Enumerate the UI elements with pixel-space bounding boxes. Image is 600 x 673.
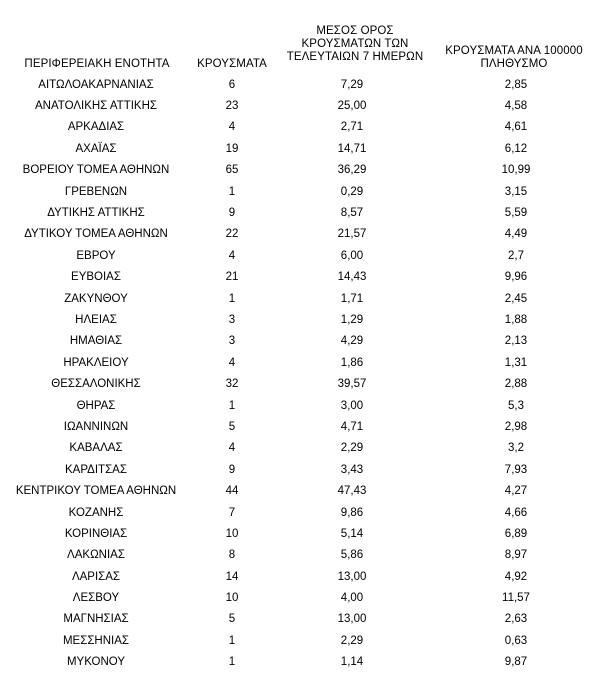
cell-cases-per-100k: 2,7 (508, 249, 524, 262)
cell-cases: 5 (228, 420, 236, 433)
table-row (0, 245, 600, 266)
table-row (0, 309, 600, 330)
cell-region: ΙΩΑΝΝΙΝΩΝ (63, 420, 129, 433)
cell-cases-per-100k: 3,2 (508, 442, 524, 455)
cell-region: ΒΟΡΕΙΟΥ ΤΟΜΕΑ ΑΘΗΝΩΝ (22, 164, 170, 177)
cell-region: ΚΕΝΤΡΙΚΟΥ ΤΟΜΕΑ ΑΘΗΝΩΝ (15, 485, 177, 498)
cell-cases: 65 (225, 164, 239, 177)
cell-cases-per-100k: 2,88 (504, 378, 528, 391)
cell-cases-per-100k: 4,92 (504, 570, 528, 583)
cell-cases: 23 (225, 100, 239, 113)
cell-cases-per-100k: 4,66 (504, 506, 528, 519)
cell-cases: 4 (228, 356, 236, 369)
cell-cases: 10 (225, 527, 239, 540)
cell-seven-day-average: 4,71 (340, 420, 364, 433)
cell-cases-per-100k: 4,49 (504, 228, 528, 241)
cell-seven-day-average: 0,29 (340, 185, 364, 198)
header-cases-label: ΚΡΟΥΣΜΑΤΑ (197, 58, 267, 70)
cell-cases-per-100k: 10,99 (501, 164, 531, 177)
header-avg-line2: ΚΡΟΥΣΜΑΤΩΝ ΤΩΝ (301, 38, 409, 50)
cell-cases: 9 (228, 207, 236, 220)
cell-cases-per-100k: 7,93 (504, 463, 528, 476)
cell-region: ΔΥΤΙΚΟΥ ΤΟΜΕΑ ΑΘΗΝΩΝ (24, 228, 168, 241)
cell-cases: 4 (228, 442, 236, 455)
cell-cases-per-100k: 2,45 (504, 292, 528, 305)
table-row (0, 267, 600, 288)
cell-cases-per-100k: 4,27 (504, 485, 528, 498)
table-row (0, 74, 600, 95)
cell-cases: 32 (225, 378, 239, 391)
header-avg-line3: ΤΕΛΕΥΤΑΙΩΝ 7 ΗΜΕΡΩΝ (286, 51, 424, 63)
table-row (0, 288, 600, 309)
header-region (2, 58, 192, 71)
cell-cases-per-100k: 5,3 (508, 399, 524, 412)
cell-cases: 9 (228, 463, 236, 476)
cell-seven-day-average: 2,29 (340, 442, 364, 455)
cell-cases: 1 (228, 656, 236, 669)
table-row (0, 609, 600, 630)
cell-seven-day-average: 8,57 (340, 207, 364, 220)
cell-cases-per-100k: 4,58 (504, 100, 528, 113)
cell-region: ΕΒΡΟΥ (76, 249, 116, 262)
cell-cases-per-100k: 8,97 (504, 549, 528, 562)
cases-table-body (0, 74, 600, 673)
table-row (0, 331, 600, 352)
cell-seven-day-average: 21,57 (337, 228, 367, 241)
table-row (0, 138, 600, 159)
cell-seven-day-average: 2,71 (340, 121, 364, 134)
table-row (0, 160, 600, 181)
cell-region: ΖΑΚΥΝΘΟΥ (64, 292, 128, 305)
cell-region: ΜΥΚΟΝΟΥ (66, 656, 126, 669)
table-row (0, 352, 600, 373)
cell-region: ΑΧΑΪΑΣ (75, 142, 117, 155)
header-seven-day-average (278, 25, 432, 64)
table-row (0, 587, 600, 608)
cell-region: ΘΗΡΑΣ (76, 399, 116, 412)
cell-region: ΗΡΑΚΛΕΙΟΥ (63, 356, 129, 369)
cell-seven-day-average: 4,00 (340, 592, 364, 605)
table-row (0, 95, 600, 116)
cell-cases-per-100k: 6,89 (504, 527, 528, 540)
table-row (0, 416, 600, 437)
cell-cases-per-100k: 4,61 (504, 121, 528, 134)
header-per-line1: ΚΡΟΥΣΜΑΤΑ ΑΝΑ 100000 (445, 45, 583, 57)
table-row (0, 395, 600, 416)
table-row (0, 566, 600, 587)
cell-seven-day-average: 9,86 (340, 506, 364, 519)
cell-cases: 4 (228, 249, 236, 262)
table-row (0, 545, 600, 566)
header-per-line2: ΠΛΗΘΥΣΜΟ (480, 58, 548, 70)
cell-cases: 21 (225, 271, 239, 284)
cell-region: ΜΑΓΝΗΣΙΑΣ (63, 613, 129, 626)
table-row (0, 630, 600, 651)
cell-region: ΗΛΕΙΑΣ (75, 313, 117, 326)
header-cases-per-100k (432, 45, 596, 71)
cell-cases-per-100k: 11,57 (502, 592, 530, 605)
cell-cases: 5 (228, 613, 236, 626)
table-row (0, 502, 600, 523)
cell-cases: 6 (228, 78, 236, 91)
cell-cases-per-100k: 2,63 (504, 613, 528, 626)
cell-seven-day-average: 36,29 (337, 164, 367, 177)
table-row (0, 523, 600, 544)
cell-cases: 4 (228, 121, 236, 134)
cell-seven-day-average: 39,57 (337, 378, 367, 391)
cell-region: ΓΡΕΒΕΝΩΝ (64, 185, 128, 198)
table-row (0, 373, 600, 394)
table-row (0, 652, 600, 673)
cell-seven-day-average: 5,86 (340, 549, 364, 562)
table-row (0, 459, 600, 480)
cell-seven-day-average: 14,43 (337, 271, 367, 284)
cell-region: ΑΝΑΤΟΛΙΚΗΣ ΑΤΤΙΚΗΣ (34, 100, 157, 113)
cell-seven-day-average: 3,00 (340, 399, 364, 412)
cell-region: ΗΜΑΘΙΑΣ (69, 335, 123, 348)
cell-seven-day-average: 1,71 (340, 292, 364, 305)
cell-seven-day-average: 13,00 (337, 570, 367, 583)
cell-region: ΑΙΤΩΛΟΑΚΑΡΝΑΝΙΑΣ (38, 78, 154, 91)
cell-cases-per-100k: 0,63 (504, 634, 528, 647)
table-row (0, 480, 600, 501)
cell-region: ΔΥΤΙΚΗΣ ΑΤΤΙΚΗΣ (47, 207, 145, 220)
cell-cases-per-100k: 2,13 (504, 335, 528, 348)
cell-cases-per-100k: 1,88 (504, 313, 528, 326)
cell-cases-per-100k: 6,12 (504, 142, 528, 155)
cell-seven-day-average: 4,29 (340, 335, 364, 348)
cell-region: ΘΕΣΣΑΛΟΝΙΚΗΣ (51, 378, 141, 391)
cell-cases-per-100k: 3,15 (504, 185, 528, 198)
cell-region: ΛΑΚΩΝΙΑΣ (67, 549, 125, 562)
cell-seven-day-average: 3,43 (340, 463, 364, 476)
cell-region: ΑΡΚΑΔΙΑΣ (67, 121, 125, 134)
table-row (0, 202, 600, 223)
cell-seven-day-average: 14,71 (337, 142, 367, 155)
cases-table (0, 74, 600, 673)
cell-region: ΛΑΡΙΣΑΣ (71, 570, 121, 583)
cell-cases-per-100k: 9,96 (504, 271, 528, 284)
table-row (0, 117, 600, 138)
cell-region: ΚΑΡΔΙΤΣΑΣ (65, 463, 127, 476)
cell-cases-per-100k: 9,87 (504, 656, 528, 669)
cell-cases: 8 (228, 549, 236, 562)
cell-seven-day-average: 13,00 (337, 613, 367, 626)
cell-region: ΛΕΣΒΟΥ (72, 592, 120, 605)
cell-cases: 44 (225, 485, 239, 498)
cell-region: ΕΥΒΟΙΑΣ (71, 271, 121, 284)
cell-cases: 14 (225, 570, 239, 583)
cell-seven-day-average: 7,29 (340, 78, 364, 91)
cell-region: ΜΕΣΣΗΝΙΑΣ (62, 634, 130, 647)
header-avg-line1: ΜΕΣΟΣ ΟΡΟΣ (316, 25, 394, 37)
table-row (0, 181, 600, 202)
cell-region: ΚΟΖΑΝΗΣ (68, 506, 124, 519)
cell-seven-day-average: 2,29 (340, 634, 364, 647)
cell-cases: 3 (228, 313, 236, 326)
cell-seven-day-average: 5,14 (340, 527, 364, 540)
table-row (0, 224, 600, 245)
cell-seven-day-average: 6,00 (340, 249, 364, 262)
cell-seven-day-average: 1,29 (340, 313, 364, 326)
cell-cases: 22 (225, 228, 239, 241)
cell-region: ΚΑΒΑΛΑΣ (69, 442, 123, 455)
cell-cases-per-100k: 2,98 (504, 420, 528, 433)
cell-cases-per-100k: 2,85 (504, 78, 528, 91)
cell-seven-day-average: 1,14 (340, 656, 364, 669)
cell-seven-day-average: 25,00 (337, 100, 367, 113)
cell-cases-per-100k: 5,59 (504, 207, 528, 220)
cell-cases: 1 (228, 292, 236, 305)
cell-cases: 1 (228, 185, 236, 198)
cell-cases: 3 (228, 335, 236, 348)
header-region-label: ΠΕΡΙΦΕΡΕΙΑΚΗ ΕΝΟΤΗΤΑ (24, 58, 170, 70)
cell-seven-day-average: 1,86 (340, 356, 364, 369)
cell-cases: 10 (225, 592, 239, 605)
header-cases (196, 58, 268, 71)
cell-cases: 7 (228, 506, 236, 519)
cell-cases: 1 (228, 634, 236, 647)
table-row (0, 438, 600, 459)
cell-cases-per-100k: 1,31 (504, 356, 528, 369)
cell-cases: 19 (225, 142, 239, 155)
cell-region: ΚΟΡΙΝΘΙΑΣ (64, 527, 128, 540)
cell-cases: 1 (228, 399, 236, 412)
cell-seven-day-average: 47,43 (337, 485, 367, 498)
